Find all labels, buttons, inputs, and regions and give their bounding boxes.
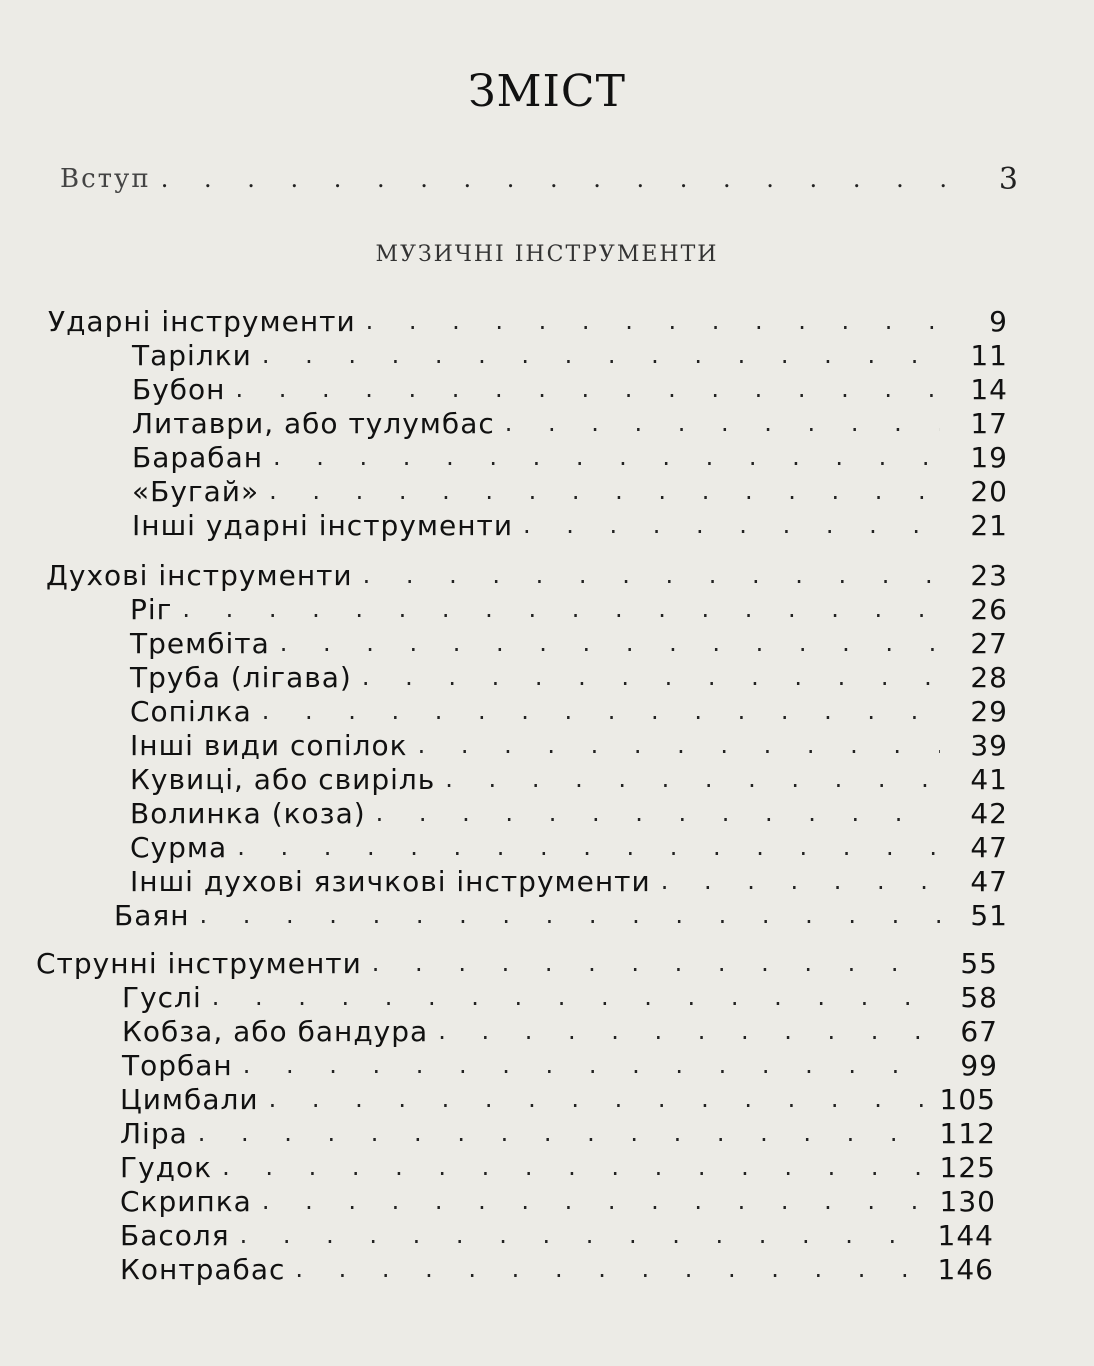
toc-entry-label: Скрипка bbox=[120, 1184, 252, 1218]
toc-entry-label: Бубон bbox=[132, 372, 226, 406]
toc-entry-label: Інші ударні інструменти bbox=[132, 508, 514, 542]
section-heading: МУЗИЧНІ ІНСТРУМЕНТИ bbox=[375, 242, 719, 267]
toc-group-wind bbox=[46, 558, 1008, 592]
toc-page-number: 99 bbox=[960, 1048, 998, 1082]
toc-entry bbox=[122, 980, 998, 1014]
toc-entry-label: Ударні інструменти bbox=[48, 304, 356, 338]
toc-entry-label: Кувиці, або свиріль bbox=[130, 762, 436, 796]
toc-entry-label: Тарілки bbox=[132, 338, 252, 372]
toc-entry-label: Інші духові язичкові інструменти bbox=[130, 864, 651, 898]
toc-entry-label: Цимбали bbox=[120, 1082, 259, 1116]
toc-page-number: 47 bbox=[970, 864, 1008, 898]
toc-page-number: 112 bbox=[939, 1116, 996, 1150]
toc-entry bbox=[130, 660, 1008, 694]
leader-dots bbox=[237, 833, 940, 861]
toc-entry bbox=[130, 864, 1008, 898]
toc-page-number: 41 bbox=[970, 762, 1008, 796]
leader-dots bbox=[295, 1255, 923, 1283]
toc-page-number: 144 bbox=[937, 1218, 994, 1252]
toc-page-number: 47 bbox=[970, 830, 1008, 864]
toc-entry bbox=[130, 762, 1008, 796]
toc-page-number: 3 bbox=[998, 161, 1020, 197]
toc-entry bbox=[130, 626, 1008, 660]
toc-page-number: 55 bbox=[960, 946, 998, 980]
toc-entry bbox=[132, 338, 1008, 372]
leader-dots bbox=[240, 1221, 924, 1249]
toc-entry-label: Струнні інструменти bbox=[36, 946, 362, 980]
leader-dots bbox=[243, 1051, 930, 1079]
leader-dots bbox=[362, 663, 940, 691]
toc-entry-label: Басоля bbox=[120, 1218, 230, 1252]
toc-entry-label: Трембіта bbox=[130, 626, 270, 660]
toc-entry bbox=[130, 592, 1008, 626]
leader-dots bbox=[376, 799, 940, 827]
toc-page-number: 42 bbox=[970, 796, 1008, 830]
toc-page-number: 125 bbox=[939, 1150, 996, 1184]
toc-entry-label: Сопілка bbox=[130, 694, 252, 728]
toc-entry-label: Труба (лігава) bbox=[130, 660, 352, 694]
toc-page-number: 39 bbox=[970, 728, 1008, 762]
toc-entry-label: Гудок bbox=[120, 1150, 213, 1184]
toc-page-number: 146 bbox=[937, 1252, 994, 1286]
leader-dots bbox=[269, 477, 940, 505]
leader-dots bbox=[505, 409, 940, 437]
toc-page-number: 28 bbox=[970, 660, 1008, 694]
leader-dots bbox=[418, 731, 940, 759]
toc-entry bbox=[132, 372, 1008, 406]
toc-group-percussion bbox=[48, 304, 1008, 338]
toc-entry bbox=[132, 508, 1008, 542]
toc-group-strings bbox=[36, 946, 998, 980]
leader-dots bbox=[438, 1017, 930, 1045]
toc-page-number: 11 bbox=[970, 338, 1008, 372]
page-title: ЗМІСТ bbox=[468, 66, 626, 117]
toc-page-number: 20 bbox=[970, 474, 1008, 508]
toc-entry bbox=[130, 796, 1008, 830]
toc-page-number: 58 bbox=[960, 980, 998, 1014]
toc-entry-intro bbox=[60, 162, 1020, 196]
toc-page-number: 14 bbox=[970, 372, 1008, 406]
toc-page-number: 17 bbox=[970, 406, 1008, 440]
toc-entry bbox=[130, 830, 1008, 864]
leader-dots bbox=[200, 901, 940, 929]
leader-dots bbox=[198, 1119, 926, 1147]
leader-dots bbox=[262, 1187, 926, 1215]
toc-entry-label: «Бугай» bbox=[132, 474, 260, 508]
toc-page-number: 130 bbox=[939, 1184, 996, 1218]
toc-entry-label: Сурма bbox=[130, 830, 228, 864]
toc-entry bbox=[130, 694, 1008, 728]
toc-entry bbox=[120, 1116, 996, 1150]
leader-dots bbox=[661, 867, 940, 895]
toc-page-number: 105 bbox=[939, 1082, 996, 1116]
toc-entry-label: Контрабас bbox=[120, 1252, 286, 1286]
toc-page-number: 29 bbox=[970, 694, 1008, 728]
leader-dots bbox=[445, 765, 940, 793]
leader-dots bbox=[269, 1085, 926, 1113]
toc-entry bbox=[120, 1150, 996, 1184]
toc-entry-label: Торбан bbox=[122, 1048, 233, 1082]
toc-entry bbox=[120, 1252, 994, 1286]
leader-dots bbox=[372, 949, 930, 977]
leader-dots bbox=[280, 629, 940, 657]
toc-page-number: 26 bbox=[970, 592, 1008, 626]
toc-page-number: 67 bbox=[960, 1014, 998, 1048]
toc-page-number: 19 bbox=[970, 440, 1008, 474]
toc-entry bbox=[130, 728, 1008, 762]
leader-dots bbox=[262, 341, 940, 369]
toc-entry-label: Ліра bbox=[120, 1116, 188, 1150]
toc-entry-label: Гуслі bbox=[122, 980, 202, 1014]
leader-dots bbox=[161, 165, 952, 193]
toc-entry-label: Барабан bbox=[132, 440, 264, 474]
toc-page-number: 9 bbox=[989, 304, 1008, 338]
leader-dots bbox=[273, 443, 940, 471]
toc-entry bbox=[120, 1082, 996, 1116]
toc-entry-label: Вступ bbox=[60, 164, 151, 194]
leader-dots bbox=[363, 561, 940, 589]
toc-page-number: 51 bbox=[970, 898, 1008, 932]
toc-entry-label: Інші види сопілок bbox=[130, 728, 408, 762]
toc-entry bbox=[114, 898, 1008, 932]
toc-entry bbox=[120, 1218, 994, 1252]
leader-dots bbox=[262, 697, 940, 725]
toc-entry bbox=[132, 440, 1008, 474]
leader-dots bbox=[523, 511, 940, 539]
leader-dots bbox=[222, 1153, 925, 1181]
toc-entry bbox=[122, 1014, 998, 1048]
toc-entry-label: Кобза, або бандура bbox=[122, 1014, 429, 1048]
toc-entry-label: Ріг bbox=[130, 592, 173, 626]
toc-entry-label: Литаври, або тулумбас bbox=[132, 406, 495, 440]
toc-entry bbox=[132, 474, 1008, 508]
toc-page-number: 23 bbox=[970, 558, 1008, 592]
toc-page-number: 27 bbox=[970, 626, 1008, 660]
leader-dots bbox=[235, 375, 940, 403]
toc-entry-label: Баян bbox=[114, 898, 190, 932]
leader-dots bbox=[212, 983, 930, 1011]
toc-entry bbox=[120, 1184, 996, 1218]
leader-dots bbox=[366, 307, 940, 335]
toc-entry bbox=[132, 406, 1008, 440]
leader-dots bbox=[182, 595, 940, 623]
toc-entry bbox=[122, 1048, 998, 1082]
toc-entry-label: Духові інструменти bbox=[46, 558, 353, 592]
toc-page-number: 21 bbox=[970, 508, 1008, 542]
toc-entry-label: Волинка (коза) bbox=[130, 796, 366, 830]
